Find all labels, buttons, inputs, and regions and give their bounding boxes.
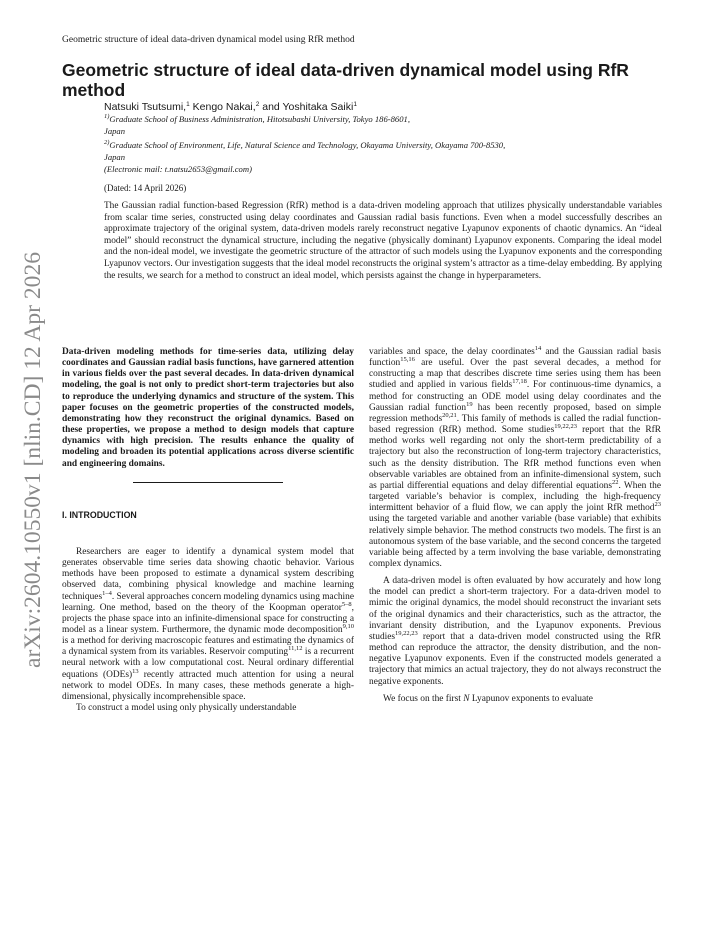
affiliation-2: $^{2)}$Graduate School of Environment, Life, Natural Science and Technology, Okayama University, Okayama 700-8530, Japan <box>104 139 506 162</box>
affiliation-1: $^{1)}$Graduate School of Business Administration, Hitotsubashi University, Tokyo 186-8601, Japan <box>104 113 410 136</box>
left-column <box>62 347 354 714</box>
running-head: Geometric structure of ideal data-driven dynamical model using RfR method <box>62 35 355 45</box>
abstract <box>104 201 662 282</box>
intro-paragraph-1: Researchers are eager to identify a dynamical system model that generates observable time series data showing chaotic behavior. Various methods have been proposed to estimate a dynamical system describing observed data, combining physical knowledge and machine learning techniques$^{1-4}$. Several approaches concern modeling dynamics using machine learning. One method, based on the theory of the Koopman operator$^{5-8}$, projects the phase space into an infinite-dimensional space for constructing a model as a linear system. Furthermore, the dynamic mode decomposition$^{9,10}$ is a method for deriving macroscopic features and estimating the dynamics of a dynamical system from its variables. Reservoir computing$^{11,12}$ is a recurrent neural network with a low computational cost. Neural ordinary differential equations (ODEs)$^{13}$ recently attracted much attention for using a neural network to model ODEs. In many cases, these methods generate a high-dimensional, physically incomprehensible space. <box>62 546 355 702</box>
contact-email: (Electronic mail: t.natsu2653@gmail.com) <box>104 164 252 174</box>
abstract-text: The Gaussian radial function-based Regression (RfR) method is a data-driven modeling approach that utilizes physically understandable variables from scalar time series, constructed using delay coordinates and Gaussian radial basis functions. Even when a model successfully describes an approximate trajectory of the original system, data-driven models rarely reconstruct negative Lyapunov exponents of chaotic dynamics. An “ideal model” should reconstruct the dynamical structure, including the negative (physically dominant) Lyapunov exponents. Comparing the ideal model and the non-ideal model, we investigate the geometric structure of the attractor of such models using the Lyapunov exponents and the corresponding Lyapunov vectors. Our investigation suggests that the ideal model reconstructs the original system’s attractor as a time-delay embedding. By applying the results, we search for a method to construct an ideal model, which persists against the change in hyperparameters. <box>104 201 662 281</box>
section-heading: I. INTRODUCTION <box>62 509 137 520</box>
lead-divider <box>133 482 283 483</box>
right-column <box>369 347 661 705</box>
arxiv-stamp-text: arXiv:2604.10550v1 [nlin.CD] 12 Apr 2026 <box>20 261 45 668</box>
lead-paragraph: Data-driven modeling methods for time-series data, utilizing delay coordinates and Gaussian radial basis functions, have garnered attention in various fields over the past several decades. In data-driven dynamical modeling, the goal is not only to predict short-term trajectories but also to reproduce the underlying dynamics and structure of the system. This paper focuses on the geometric properties of the constructed models, demonstrating how they reconstruct the original dynamics. Based on these properties, we propose a method to design models that capture dynamics with high precision. The results enhance the quality of modeling and broaden its potential applications across diverse scientific and engineering domains. <box>62 347 354 469</box>
intro-paragraph-4: A data-driven model is often evaluated by how accurately and how long the model can predict a short-term trajectory. For a data-driven model to mimic the original dynamics, the model should reconstruct the invariant sets of the original dynamics and their characteristics, such as the attractor, the invariant density distribution, and the Lyapunov exponents. Previous studies$^{19,22,23}$ report that a data-driven model constructed using the RfR method can reproduce the attractor, the density distribution, and the non-negative Lyapunov exponents. Even if the constructed models generated a trajectory that mimics an actual trajectory, they do not always reconstruct the negative exponents. <box>369 576 661 687</box>
arxiv-stamp <box>4 250 52 670</box>
intro-paragraph-3: variables and space, the delay coordinates$^{14}$ and the Gaussian radial basis function$^{15,16}$ are useful. Over the past several decades, a method for constructing a map that describes discrete time series using them has been studied and applied in various fields$^{17,18}$. For continuous-time dynamics, a method for constructing an ODE model using delay coordinates and the Gaussian radial function$^{19}$ has been recently proposed, based on simple regression methods$^{20,21}$. This family of methods is called the radial function-based regression (RfR) method. Some studies$^{19,22,23}$ report that the RfR method works well regarding not only the short-term predictability of a trajectory but also the reconstruction of long-term trajectory characteristics, such as the density distribution. The RfR method functions even when observable variables are obtained from an infinite-dimensional system, such as partial differential equations and delay differential equations$^{22}$. When the targeted variable’s behavior is complex, including the high-frequency intermittent behavior of a fluid flow, we can apply the joint RfR method$^{23}$ using the targeted variable and another variable (base variable) that exhibits relatively simple behavior. The method constructs two models. The first is an autonomous system of the base variable, and the second concerns the targeted variable being affected by a term involving the base variable, demonstrating complex dynamics. <box>369 345 662 569</box>
author-list: Natsuki Tsutsumi,$^1$ Kengo Nakai,$^2$ and Yoshitaka Saiki$^1$ <box>104 101 357 113</box>
intro-paragraph-5: We focus on the first N Lyapunov exponents to evaluate <box>383 693 593 704</box>
arxiv-stamp-svg <box>4 250 52 670</box>
paper-title: Geometric structure of ideal data-driven dynamical model using RfR method <box>62 60 629 100</box>
dated-line: (Dated: 14 April 2026) <box>104 183 187 193</box>
intro-paragraph-2: To construct a model using only physically understandable <box>76 703 297 714</box>
